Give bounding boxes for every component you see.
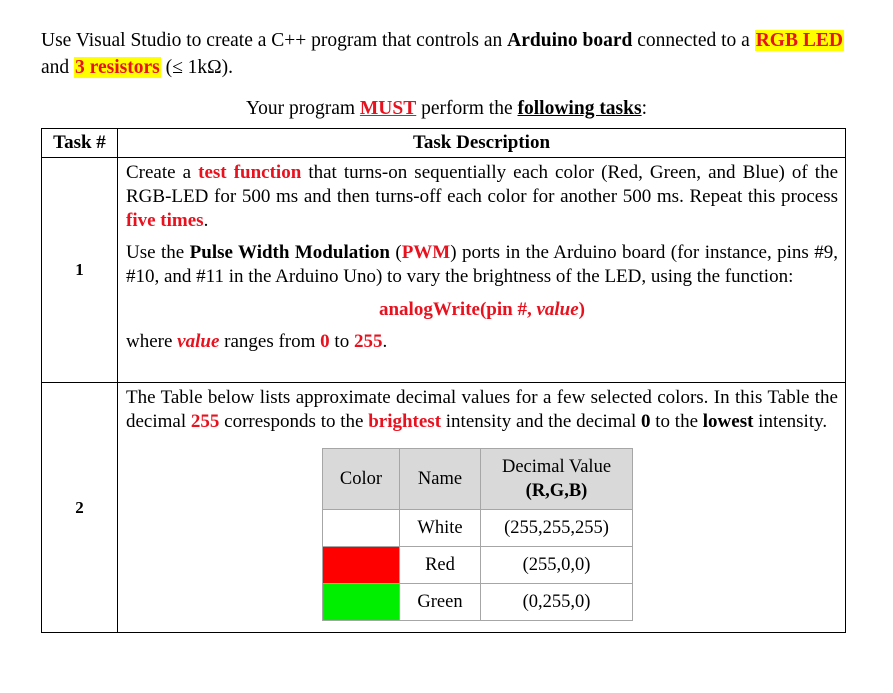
text-run: that turns-on sequentially each color (Red, Green, and Blue) of the RGB-LED for 500 ms and then turns-off each color for another 500 ms. Repeat this process: [126, 162, 839, 207]
function-arg-value: value: [536, 299, 579, 320]
task-number-header: Task #: [42, 129, 118, 158]
text-run: (: [389, 242, 402, 263]
text-run: The Table below lists approximate decimal values for a few selected colors. In this Table the decimal: [126, 387, 838, 432]
text-run: to the: [650, 411, 703, 432]
color-swatch-white: [323, 510, 400, 547]
intro-text: Use Visual Studio to create a C++ program that controls an: [41, 30, 508, 51]
intro-text: and: [41, 57, 75, 78]
pwm-abbrev: PWM: [401, 242, 451, 263]
task-row-1: [42, 158, 846, 383]
decimal-value-label: Decimal Value: [501, 457, 612, 477]
pwm-term: Pulse Width Modulation: [189, 242, 390, 263]
color-row-white: [323, 510, 633, 547]
intro-text: connected to a: [632, 30, 755, 51]
color-values-table: [322, 448, 633, 621]
rgb-label: (R,G,B): [525, 481, 588, 501]
min-value: 0: [320, 331, 330, 352]
task-table-header: [42, 129, 846, 158]
task-description-header: Task Description: [118, 129, 846, 158]
tasks-heading: [0, 96, 893, 122]
task-number-1: 1: [42, 158, 118, 383]
color-column-header: Color: [323, 449, 400, 510]
text-run: to: [329, 331, 354, 352]
color-rgb-value: (0,255,0): [481, 584, 633, 621]
five-times-term: five times: [126, 210, 204, 231]
text-run: intensity and the decimal: [441, 411, 642, 432]
intro-paragraph: [41, 27, 851, 81]
heading-text: Your program: [245, 98, 360, 119]
text-run: ) ports in the Arduino board (for instance, pins #9, #10, and #11 in the Arduino Uno) to vary the brightness of the LED, using the function:: [126, 242, 839, 287]
intro-rgb-led-highlight: RGB LED: [755, 30, 843, 51]
task-row-2: [42, 383, 846, 633]
name-column-header: Name: [400, 449, 481, 510]
value-255: 255: [190, 411, 220, 432]
task-table: [41, 128, 846, 633]
color-name: White: [400, 510, 481, 547]
decimal-value-column-header: [481, 449, 633, 510]
color-name: Green: [400, 584, 481, 621]
intro-text: (≤ 1kΩ).: [160, 57, 234, 78]
task-description-2: [118, 383, 846, 633]
text-run: corresponds to the: [219, 411, 369, 432]
heading-text: :: [641, 98, 648, 119]
value-term: value: [177, 331, 220, 352]
value-0: 0: [641, 411, 651, 432]
text-run: .: [382, 331, 388, 352]
text-run: ranges from: [219, 331, 321, 352]
text-run: Use the: [126, 242, 190, 263]
color-rgb-value: (255,0,0): [481, 547, 633, 584]
text-run: .: [203, 210, 209, 231]
color-table-header: [323, 449, 633, 510]
color-row-red: [323, 547, 633, 584]
test-function-term: test function: [198, 162, 302, 183]
color-row-green: [323, 584, 633, 621]
color-swatch-red: [323, 547, 400, 584]
max-value: 255: [353, 331, 383, 352]
brightest-term: brightest: [368, 411, 442, 432]
task-description-1: [118, 158, 846, 383]
task1-paragraph-test-function: [126, 161, 838, 233]
intro-arduino-board: Arduino board: [507, 30, 633, 51]
lowest-term: lowest: [702, 411, 754, 432]
intro-resistors-highlight: 3 resistors: [75, 57, 160, 78]
function-close: ): [578, 299, 585, 320]
analogwrite-function: [126, 298, 838, 322]
task2-paragraph: [126, 386, 838, 434]
heading-must: MUST: [359, 98, 417, 119]
text-run: intensity.: [753, 411, 828, 432]
color-swatch-green: [323, 584, 400, 621]
color-name: Red: [400, 547, 481, 584]
text-run: Create a: [126, 162, 199, 183]
text-run: where: [126, 331, 178, 352]
heading-text: perform the: [416, 98, 518, 119]
color-rgb-value: (255,255,255): [481, 510, 633, 547]
heading-following-tasks: following tasks: [517, 98, 642, 119]
task1-paragraph-value-range: [126, 330, 838, 354]
function-name: analogWrite(pin #,: [378, 299, 537, 320]
task1-paragraph-pwm: [126, 241, 838, 289]
task-number-2: 2: [42, 383, 118, 633]
